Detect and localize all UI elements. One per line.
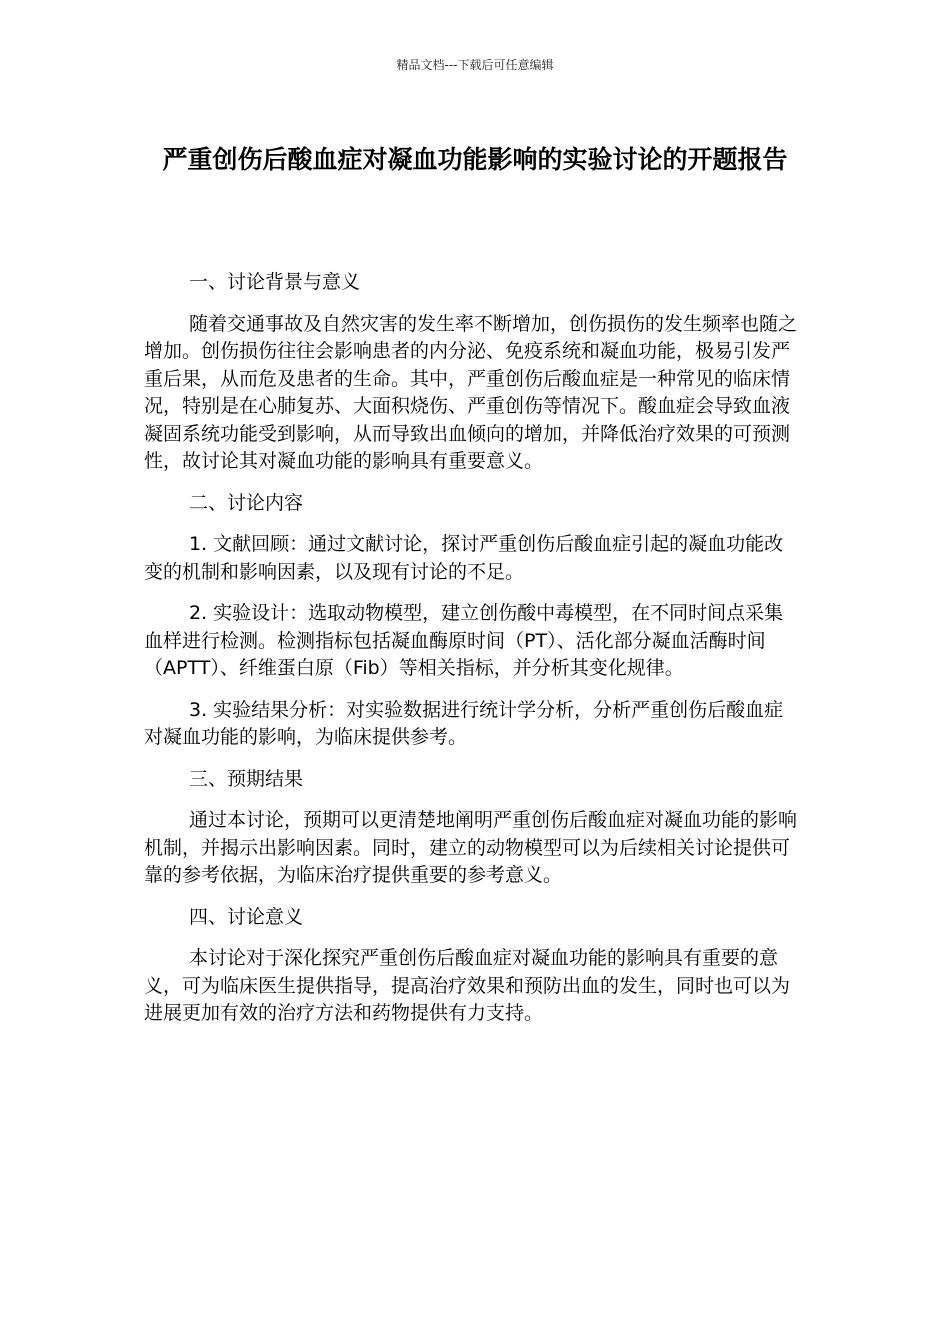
document-body (144, 269, 802, 1042)
section-heading-significance: 四、讨论意义 (189, 905, 304, 928)
paragraph-background: 随着交通事故及自然灾害的发生率不断增加，创伤损伤的发生频率也随之增加。创伤损伤往往会影响患者的内分泌、免疫系统和凝血功能，极易引发严重后果，从而危及患者的生命。其中，严重创伤后酸血症是一种常见的临床情况，特别是在心肺复苏、大面积烧伤、严重创伤等情况下。酸血症会导致血液凝固系统功能受到影响，从而导致出血倾向的增加，并降低治疗效果的可预测性，故讨论其对凝血功能的影响具有重要意义。 (144, 312, 798, 472)
paragraph-experiment-design: 2. 实验设计：选取动物模型，建立创伤酸中毒模型，在不同时间点采集血样进行检测。检测指标包括凝血酶原时间（PT）、活化部分凝血活酶时间（APTT）、纤维蛋白原（Fib）等相关指标，并分析其变化规律。 (144, 602, 784, 679)
section-heading-content: 二、讨论内容 (189, 491, 304, 514)
header-note: 精品文档---下载后可任意编辑 (396, 58, 554, 72)
section-heading-background: 一、讨论背景与意义 (189, 271, 361, 293)
document-title: 严重创伤后酸血症对凝血功能影响的实验讨论的开题报告 (162, 145, 788, 174)
paragraph-expected-results: 通过本讨论，预期可以更清楚地阐明严重创伤后酸血症对凝血功能的影响机制，并揭示出影响因素。同时，建立的动物模型可以为后续相关讨论提供可靠的参考依据，为临床治疗提供重要的参考意义。 (144, 809, 798, 886)
paragraph-significance: 本讨论对于深化探究严重创伤后酸血症对凝血功能的影响具有重要的意义，可为临床医生提供指导，提高治疗效果和预防出血的发生，同时也可以为进展更加有效的治疗方法和药物提供有力支持。 (144, 947, 791, 1024)
paragraph-result-analysis: 3. 实验结果分析：对实验数据进行统计学分析，分析严重创伤后酸血症对凝血功能的影响，为临床提供参考。 (144, 698, 784, 748)
section-heading-expected-results: 三、预期结果 (189, 767, 304, 790)
paragraph-literature-review: 1. 文献回顾：通过文献讨论，探讨严重创伤后酸血症引起的凝血功能改变的机制和影响因素，以及现有讨论的不足。 (144, 533, 784, 583)
